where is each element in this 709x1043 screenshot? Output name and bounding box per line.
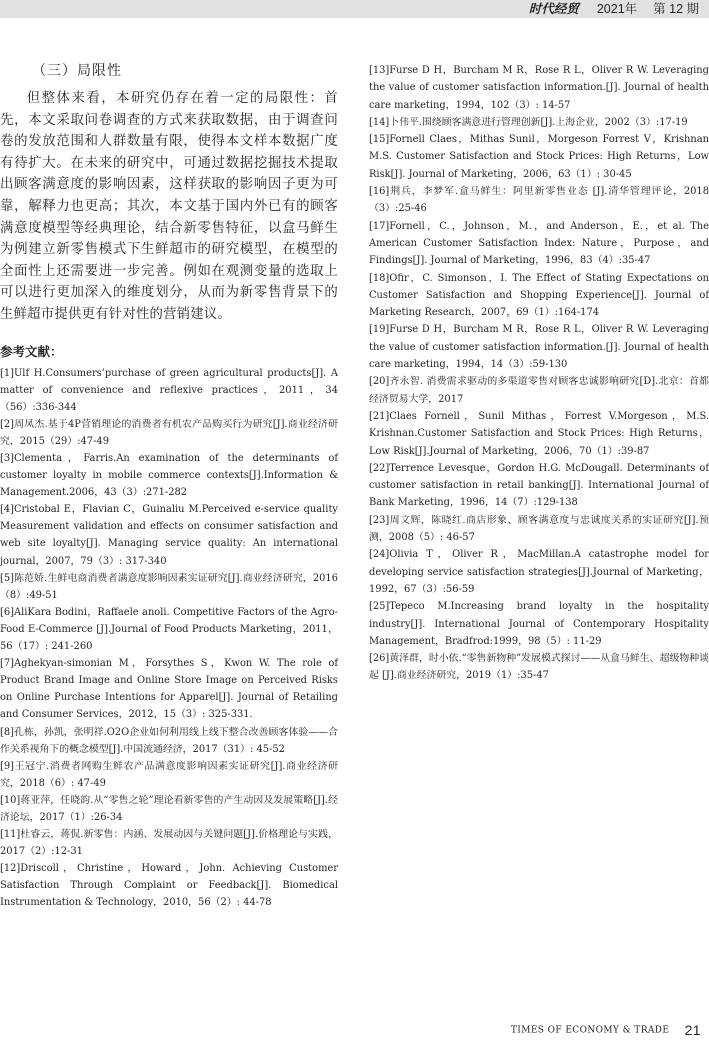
reference-entry: [15]Fornell Claes，Mithas Sunil，Morgeson Forrest V，Krishnan M.S. Customer Satisfaction and Stock Prices: High Returns，Low Risk[J]. Journal of Marketing，2006，63（1）: 30-45 xyxy=(369,134,709,180)
reference-entry: [9]王冠宁.消费者网购生鲜农产品满意度影响因素实证研究[J].商业经济研究，2018（6）: 47-49 xyxy=(0,760,338,789)
reference-entry: [21]Claes Fornell，Sunil Mithas，Forrest V.Morgeson，M.S. Krishnan.Customer Satisfaction and Stock Prices: High Returns，Low Risk[J].Journal of Marketing，2006，70（1）:39-87 xyxy=(369,410,709,457)
references-heading: 参考文献： xyxy=(0,343,63,359)
issue-year: 2021年 xyxy=(596,2,638,16)
reference-list-right xyxy=(369,62,709,685)
magazine-title: 时代经贸 xyxy=(528,1,579,16)
reference-entry: [20]齐永智. 消费需求驱动的多渠道零售对顾客忠诚影响研究[D].北京：首都经济贸易大学，2017 xyxy=(369,376,709,405)
reference-entry: [8]孔栋，孙凯，张明祥.O2O企业如何利用线上线下整合改善顾客体验——合作关系视角下的概念模型[J].中国流通经济，2017（31）: 45-52 xyxy=(0,726,338,755)
reference-entry: [25]Tepeco M.Increasing brand loyalty in the hospitality industry[J]. International Journal of Contemporary Hospitality Management，Bradfrod:1999，98（5）: 11-29 xyxy=(369,601,709,647)
reference-entry: [3]Clementa，Farris.An examination of the determinants of customer loyalty in mobile commerce contexts[J].Information & Management.2006，43（3）:271-282 xyxy=(0,453,338,499)
section-heading: （三）局限性 xyxy=(32,63,122,79)
reference-entry: [1]Ulf H.Consumers’purchase of green agricultural products[J]. A matter of convenience and reflexive practices，2011，34（56）:336-344 xyxy=(0,367,338,413)
page-footer xyxy=(511,1022,701,1038)
reference-entry: [18]Ofir，C. Simonson，I. The Effect of Stating Expectations on Customer Satisfaction and Shopping Experience[J]. Journal of Marketing Research，2007，69（1）:164-174 xyxy=(369,272,709,319)
reference-entry: [24]Olivia T，Oliver R，MacMillan.A catastrophe model for developing service satisfaction strategies[J].Journal of Marketing，1992，67（3）:56-59 xyxy=(369,549,709,595)
reference-entry: [14]卜伟平.围绕顾客满意进行管理创新[J].上海企业，2002（3）:17-19 xyxy=(369,116,688,128)
body-paragraph: 但整体来看，本研究仍存在着一定的局限性：首先，本文采取问卷调查的方式来获取数据，由于调查问卷的发放范围和人群数量有限，使得本文样本数据广度有待扩大。在未来的研究中，可通过数据挖掘技术提取出顾客满意度的影响因素，这样获取的影响因子更为可靠，解释力也更高；其次，本文基于国内外已有的顾客满意度模型等经典理论，结合新零售特征，以盒马鲜生为例建立新零售模式下生鲜超市的研究模型，在模型的全面性上还需要进一步完善。例如在观测变量的选取上可以进行更加深入的维度划分，从而为新零售背景下的生鲜超市提供更有针对性的营销建议。 xyxy=(0,91,338,322)
reference-entry: [7]Aghekyan-simonian M，Forsythes S，Kwon W. The role of Product Brand Image and Online Store Image on Perceived Risks on Online Purchase Intentions for Apparel[J]. Journal of Retailing and Consumer Services，2012，15（3）: 325-331. xyxy=(0,658,338,721)
reference-entry: [2]周凤杰.基于4P营销理论的消费者有机农产品购买行为研究[J].商业经济研究，2015（29）:47-49 xyxy=(0,418,338,447)
page-number: 21 xyxy=(684,1022,701,1038)
reference-entry: [26]黄泽群，时小依.“零售新物种”发展模式探讨——从盒马鲜生、超级物种谈起 [J].商业经济研究，2019（1）:35-47 xyxy=(369,653,709,682)
right-column xyxy=(369,62,709,685)
reference-entry: [12]Driscoll，Christine，Howard，John. Achieving Customer Satisfaction Through Complaint or Feedback[J]. Biomedical Instrumentation & Technology，2010，56（2）: 44-78 xyxy=(0,863,338,909)
reference-entry: [4]Cristobal E，Flavian C，Guinaliu M.Perceived e-service quality Measurement validation and effects on consumer satisfaction and web site loyalty[J]. Managing service quality: An international journal，2007，79（3）: 317-340 xyxy=(0,504,338,567)
reference-entry: [6]AliKara Bodini，Raffaele anoli. Competitive Factors of the Agro-Food E-Commerce [J].Journal of Food Products Marketing，2011，56（17）: 241-260 xyxy=(0,606,338,653)
reference-entry: [13]Furse D H，Burcham M R，Rose R L，Oliver R W. Leveraging the value of customer satisfaction information.[J]. Journal of health care marketing，1994，102（3）: 14-57 xyxy=(369,65,709,111)
reference-entry: [16]荆兵，李梦军.盒马鲜生：阿里新零售业态 [J].清华管理评论，2018（3）:25-46 xyxy=(369,186,709,215)
reference-entry: [11]杜睿云，蒋侃.新零售：内涵、发展动因与关键问题[J].价格理论与实践，2017（2）:12-31 xyxy=(0,829,338,858)
reference-entry: [19]Furse D H，Burcham M R，Rose R L，Oliver R W. Leveraging the value of customer satisfaction information.[J]. Journal of health care marketing，1994，14（3）:59-130 xyxy=(369,324,709,371)
reference-list-left xyxy=(0,365,338,912)
reference-entry: [10]蒋亚萍，任晓韵.从“零售之轮”理论看新零售的产生动因及发展策略[J].经济论坛，2017（1）:26-34 xyxy=(0,794,338,823)
issue-number: 第 12 期 xyxy=(653,2,699,16)
left-column xyxy=(0,60,338,912)
journal-english-name: TIMES OF ECONOMY & TRADE xyxy=(510,1025,670,1036)
reference-entry: [17]Fornell，C.，Johnson，M.，and Anderson，E.，et al. The American Customer Satisfaction Index: Nature，Purpose，and Findings[J]. Journal of Marketing，1996，83（4）:35-47 xyxy=(369,220,709,267)
reference-entry: [23]周文辉，陈晓红.商店形象、顾客满意度与忠诚度关系的实证研究[J].预测，2008（5）: 46-57 xyxy=(369,514,709,544)
running-header xyxy=(529,0,699,18)
reference-entry: [22]Terrence Levesque，Gordon H.G. McDougall. Determinants of customer satisfaction in retail banking[J]. International Journal of Bank Marketing，1996，14（7）:129-138 xyxy=(369,462,709,509)
reference-entry: [5]陈范娇.生鲜电商消费者满意度影响因素实证研究[J].商业经济研究，2016（8）:49-51 xyxy=(0,572,338,601)
